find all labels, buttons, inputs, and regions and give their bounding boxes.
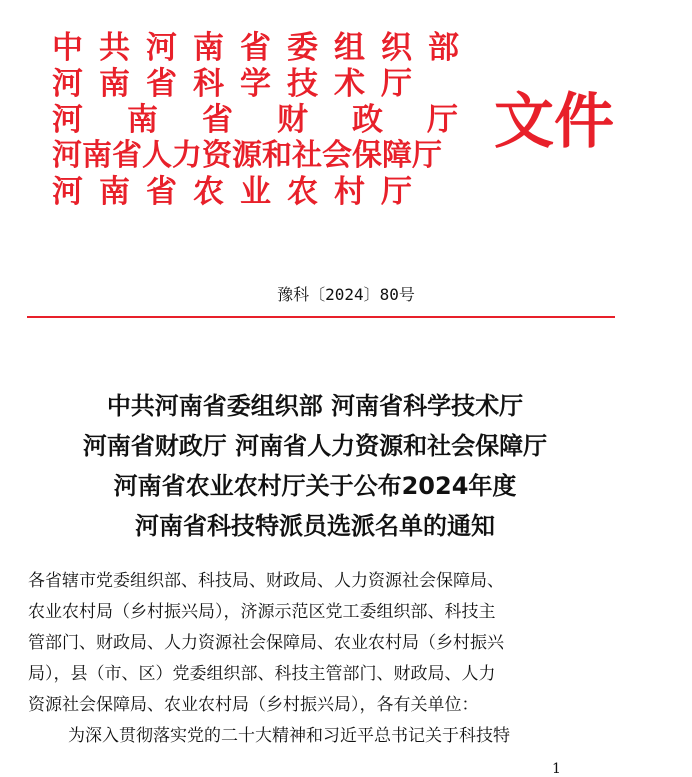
red-header: [52, 30, 612, 220]
title-line: 河南省农业农村厅关于公布2024年度: [113, 472, 517, 500]
document-number: 豫科〔2024〕80号: [277, 285, 415, 304]
body-line: 局），县（市、区）党委组织部、科技主管部门、财政局、人力: [28, 664, 496, 684]
body-line: 管部门、财政局、人力资源社会保障局、农业农村局（乡村振兴: [28, 633, 504, 653]
page-number: 1: [552, 761, 561, 777]
issuer-line: 河南省人力资源和社会保障厅: [52, 138, 442, 173]
title-line: 河南省科技特派员选派名单的通知: [135, 512, 495, 540]
body-line: 各省辖市党委组织部、科技局、财政局、人力资源社会保障局、: [28, 571, 504, 591]
document-title: [0, 386, 630, 546]
issuer-line: 河南省财政厅: [52, 102, 502, 138]
issuer-line: 河南省科学技术厅: [52, 66, 428, 102]
red-divider: [27, 316, 615, 318]
title-line: 河南省财政厅 河南省人力资源和社会保障厅: [82, 432, 548, 460]
body-line: 资源社会保障局、农业农村局（乡村振兴局），各有关单位：: [28, 695, 479, 715]
issuer-line: 河南省农业农村厅: [52, 174, 428, 210]
issuer-line: 中共河南省委组织部: [52, 30, 475, 66]
body-line: 为深入贯彻落实党的二十大精神和习近平总书记关于科技特: [68, 726, 510, 746]
doc-type-label: 文件: [494, 87, 614, 157]
document-body: [28, 566, 628, 752]
issuer-list: [52, 30, 502, 210]
title-line: 中共河南省委组织部 河南省科学技术厅: [106, 392, 524, 420]
body-line: 农业农村局（乡村振兴局），济源示范区党工委组织部、科技主: [28, 602, 496, 622]
